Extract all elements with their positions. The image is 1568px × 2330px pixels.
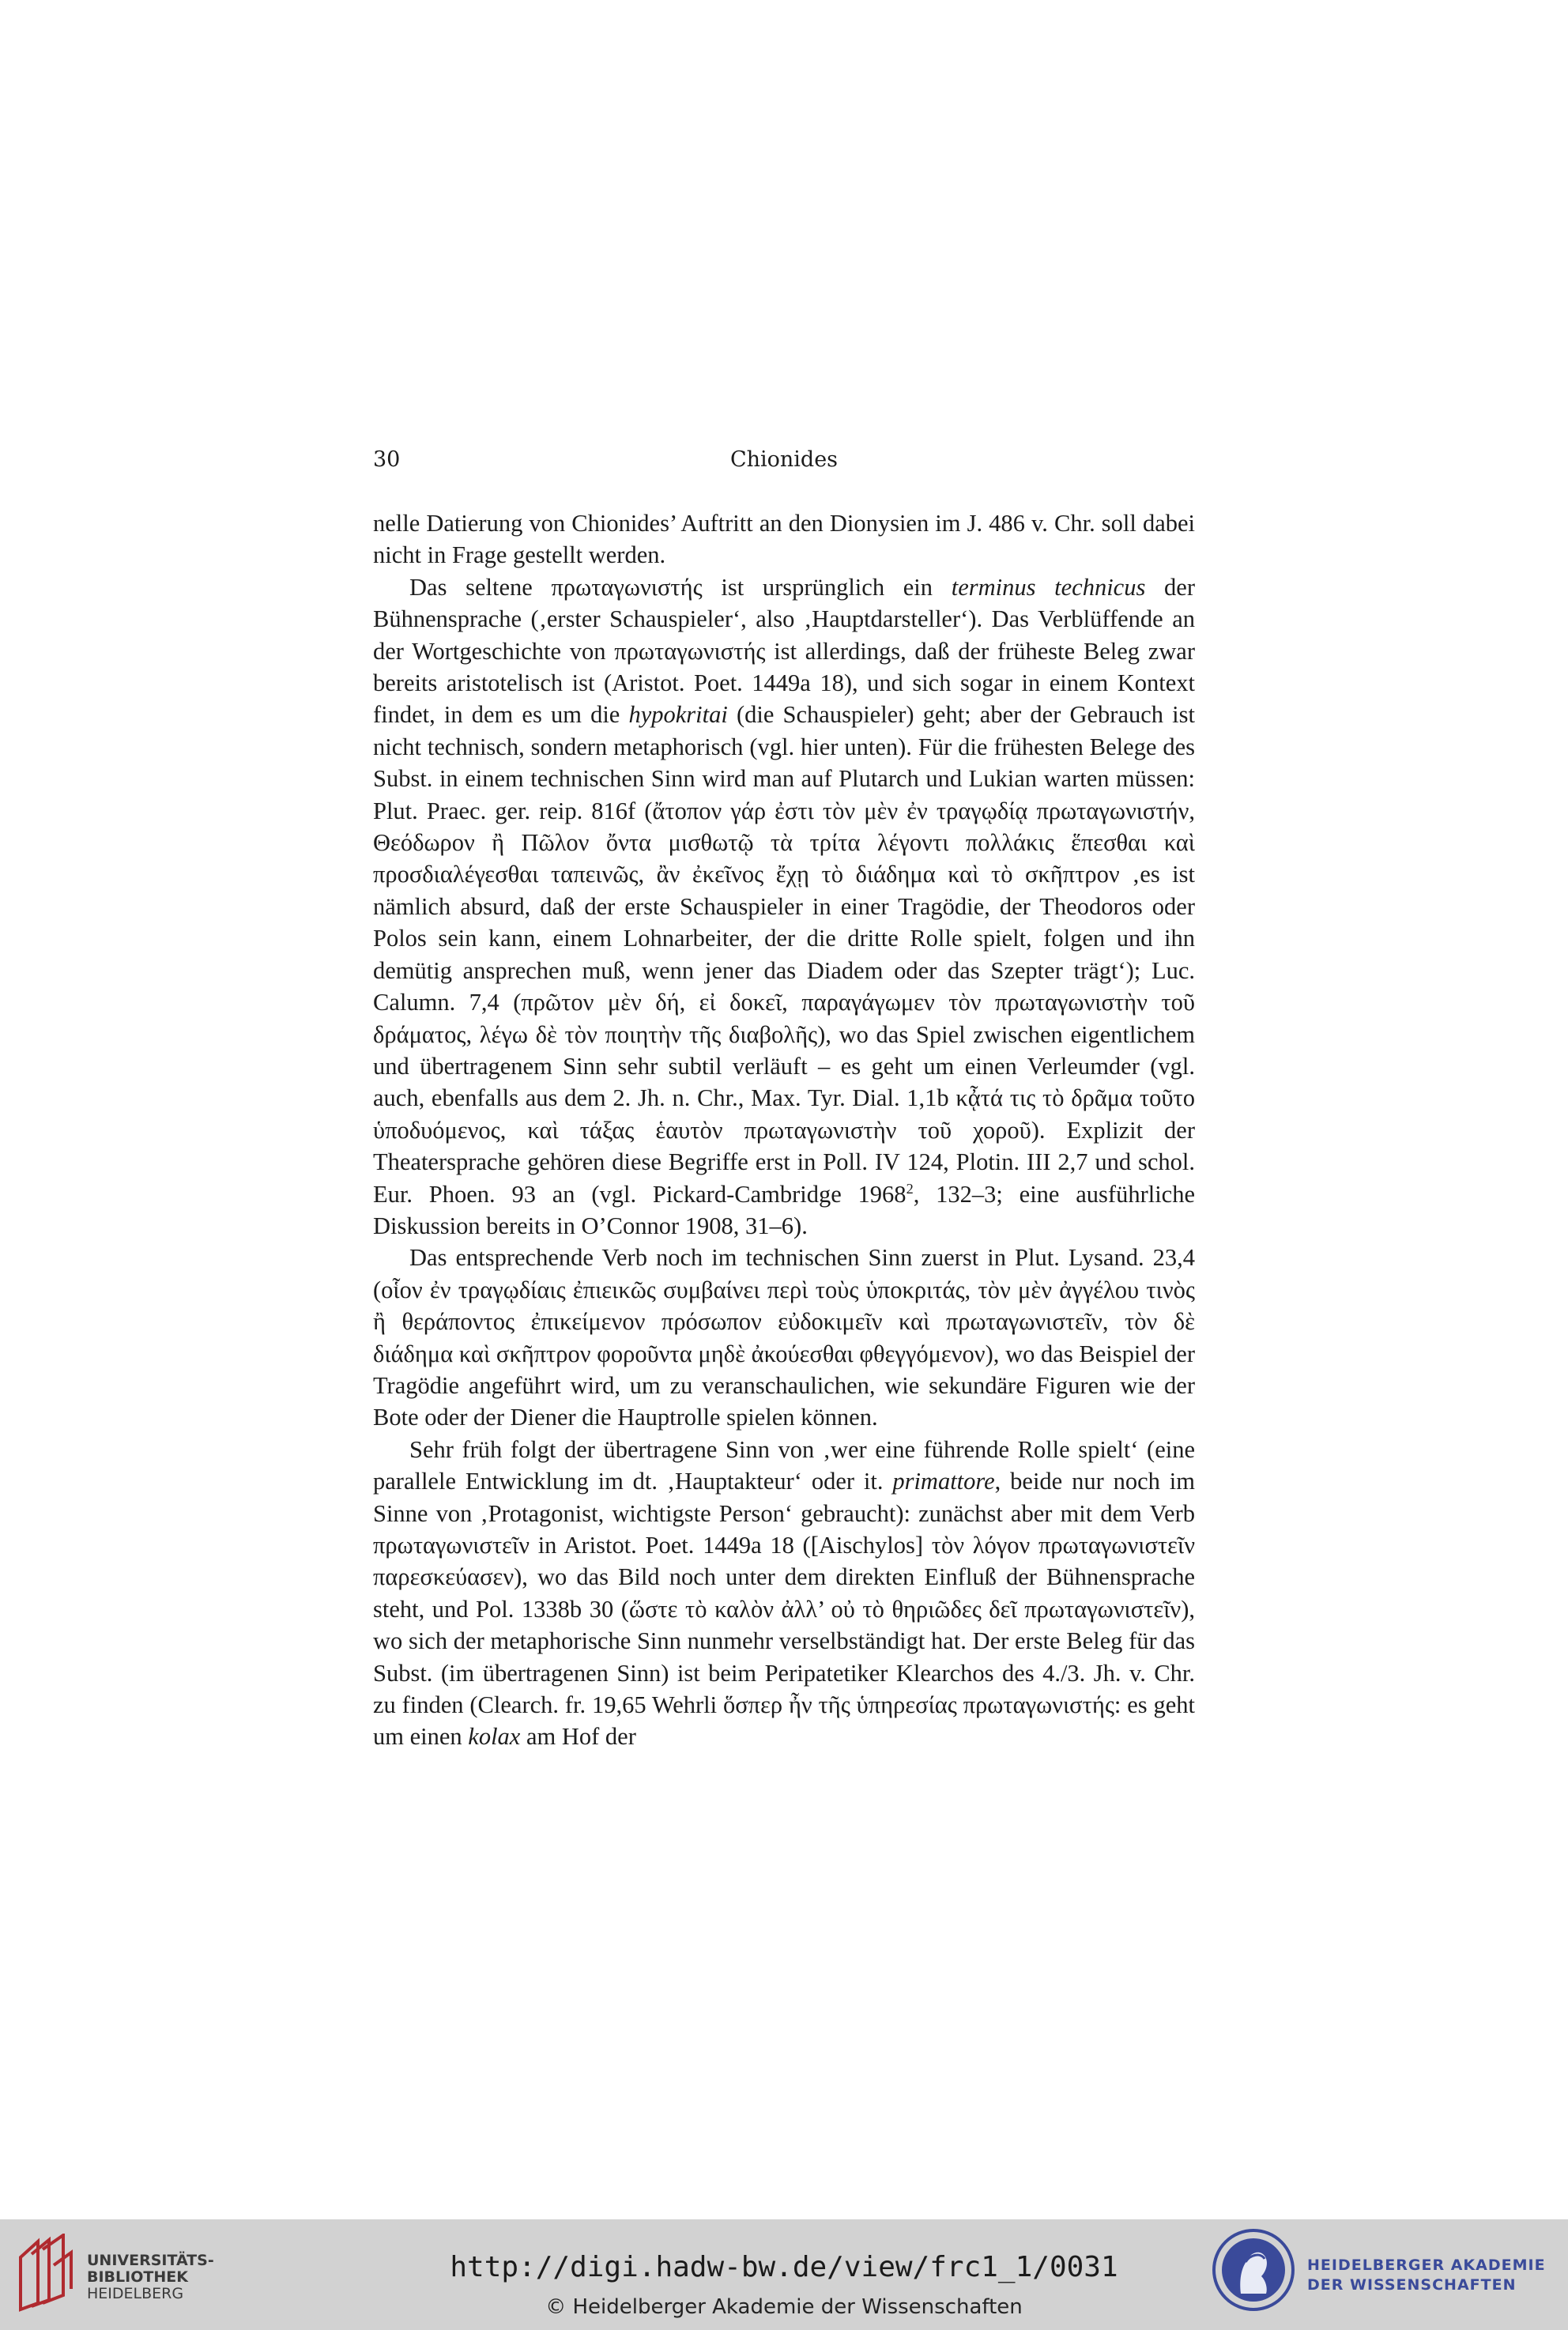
- commentary-text: [373, 507, 1195, 1753]
- academy-seal-icon: [1209, 2226, 1298, 2314]
- academy-logo[interactable]: [1209, 2226, 1557, 2324]
- academy-logo-text: [1307, 2256, 1546, 2295]
- paragraph: Sehr früh folgt der übertragene Sinn von ‚wer eine führende Rolle spielt‘ (eine parallele Entwicklung im dt. ‚Hauptakteur‘ oder it. primattore, beide nur noch im Sinne von ‚Protagonist, wichtigste Person‘ gebraucht): zunächst aber mit dem Verb πρωταγωνιστεῖν in Aristot. Poet. 1449a 18 ([Aischylos] τὸν λόγον πρωταγωνιστεῖν παρεσκεύασεν), wo das Bild noch unter dem direkten Einfluß der Bühnensprache steht, und Pol. 1338b 30 (ὥστε τὸ καλὸν ἀλλ’ οὐ τὸ θηριῶδες δεῖ πρωταγωνιστεῖν), wo sich der metaphorische Sinn nunmehr verselbständigt hat. Der erste Beleg für das Subst. (im übertragenen Sinn) ist beim Peripatetiker Klearchos des 4./3. Jh. v. Chr. zu finden (Clearch. fr. 19,65 Wehrli ὅσπερ ἦν τῆς ὑπηρεσίας πρωταγωνιστής: es geht um einen kolax am Hof der: [373, 1435, 1195, 1751]
- edition-superscript: 2: [906, 1180, 914, 1197]
- academy-logo-line: HEIDELBERGER AKADEMIE: [1307, 2256, 1546, 2274]
- italic-term: primattore: [892, 1468, 995, 1495]
- paragraph: Das seltene πρωταγωνιστής ist ursprünglich ein terminus technicus der Bühnensprache (‚erster Schauspieler‘, also ‚Hauptdarsteller‘). Das Verblüffende an der Wortgeschichte von πρωταγωνιστής ist allerdings, daß der früheste Beleg zwar bereits aristotelisch ist (Aristot. Poet. 1449a 18), und sich sogar in einem Kontext findet, in dem es um die hypokritai (die Schauspieler) geht; aber der Gebrauch ist nicht technisch, sondern metaphorisch (vgl. hier unten). Für die frühesten Belege des Subst. in einem technischen Sinn wird man auf Plutarch und Lukian warten müssen: Plut. Praec. ger. reip. 816f (ἄτοπον γάρ ἐστι τὸν μὲν ἐν τραγῳδίᾳ πρωταγωνιστήν, Θεόδωρον ἢ Πῶλον ὄντα μισθωτῷ τὰ τρίτα λέγοντι πολλάκις ἕπεσθαι καὶ προσδιαλέγεσθαι ταπεινῶς, ἂν ἐκεῖνος ἔχῃ τὸ διάδημα καὶ τὸ σκῆπτρον ‚es ist nämlich absurd, daß der erste Schauspieler in einer Tragödie, der Theodoros oder Polos sein kann, einem Lohnarbeiter, der die dritte Rolle spielt, folgen und ihn demütig ansprechen muß, wenn jener das Diadem oder das Szepter trägt‘); Luc. Calumn. 7,4 (πρῶτον μὲν δή, εἰ δοκεῖ, παραγάγωμεν τὸν πρωταγωνιστὴν τοῦ δράματος, λέγω δὲ τὸν ποιητὴν τῆς διαβολῆς), wo das Spiel zwischen eigentlichem und übertragenem Sinn sehr subtil verläuft – es geht um einen Verleumder (vgl. auch, ebenfalls aus dem 2. Jh. n. Chr., Max. Tyr. Dial. 1,1b κᾆτά τις τὸ δρᾶμα τοῦτο ὑποδυόμενος, καὶ τάξας ἑαυτὸν πρωταγωνιστὴν τοῦ χοροῦ). Explizit der Theatersprache gehören diese Begriffe erst in Poll. IV 124, Plotin. III 2,7 und schol. Eur. Phoen. 93 an (vgl. Pickard-Cambridge 1968$^2$, 132–3; eine ausführliche Diskussion bereits in O’Connor 1908, 31–6).: [373, 573, 1195, 1239]
- paragraph: Das entsprechende Verb noch im technischen Sinn zuerst in Plut. Lysand. 23,4 (οἷον ἐν τραγῳδίαις ἐπιεικῶς συμβαίνει περὶ τοὺς ὑποκριτάς, τὸν μὲν ἀγγέλου τινὸς ἢ θεράποντος ἐπικείμενον πρόσωπον εὐδοκιμεῖν καὶ πρωταγωνιστεῖν, τὸν δὲ διάδημα καὶ σκῆπτρον φοροῦντα μηδὲ ἀκούεσθαι φθεγγόμενον), wo das Beispiel der Tragödie angeführt wird, um zu veranschaulichen, wie sekundäre Figuren wie der Bote oder der Diener die Hauptrolle spielen können.: [373, 1244, 1195, 1431]
- academy-logo-line: DER WISSENSCHAFTEN: [1307, 2276, 1517, 2294]
- library-logo-line: UNIVERSITÄTS-: [87, 2252, 214, 2269]
- footer-bar: [0, 2219, 1568, 2330]
- italic-term: terminus technicus: [951, 573, 1146, 601]
- running-title: Chionides: [729, 447, 839, 472]
- paragraph: nelle Datierung von Chionides’ Auftritt an den Dionysien im J. 486 v. Chr. soll dabei nicht in Frage gestellt werden.: [373, 510, 1195, 569]
- footer-copyright: © Heidelberger Akademie der Wissenschaften: [545, 2295, 1023, 2319]
- italic-term: kolax: [468, 1723, 521, 1751]
- footer-url-link[interactable]: http://digi.hadw-bw.de/view/frc1_1/0031: [450, 2251, 1118, 2283]
- italic-term: hypokritai: [628, 701, 728, 729]
- page-number: 30: [373, 447, 401, 472]
- library-logo-line: HEIDELBERG: [87, 2285, 184, 2302]
- library-logo-line: BIBLIOTHEK: [87, 2268, 188, 2286]
- page-header: [373, 447, 1195, 479]
